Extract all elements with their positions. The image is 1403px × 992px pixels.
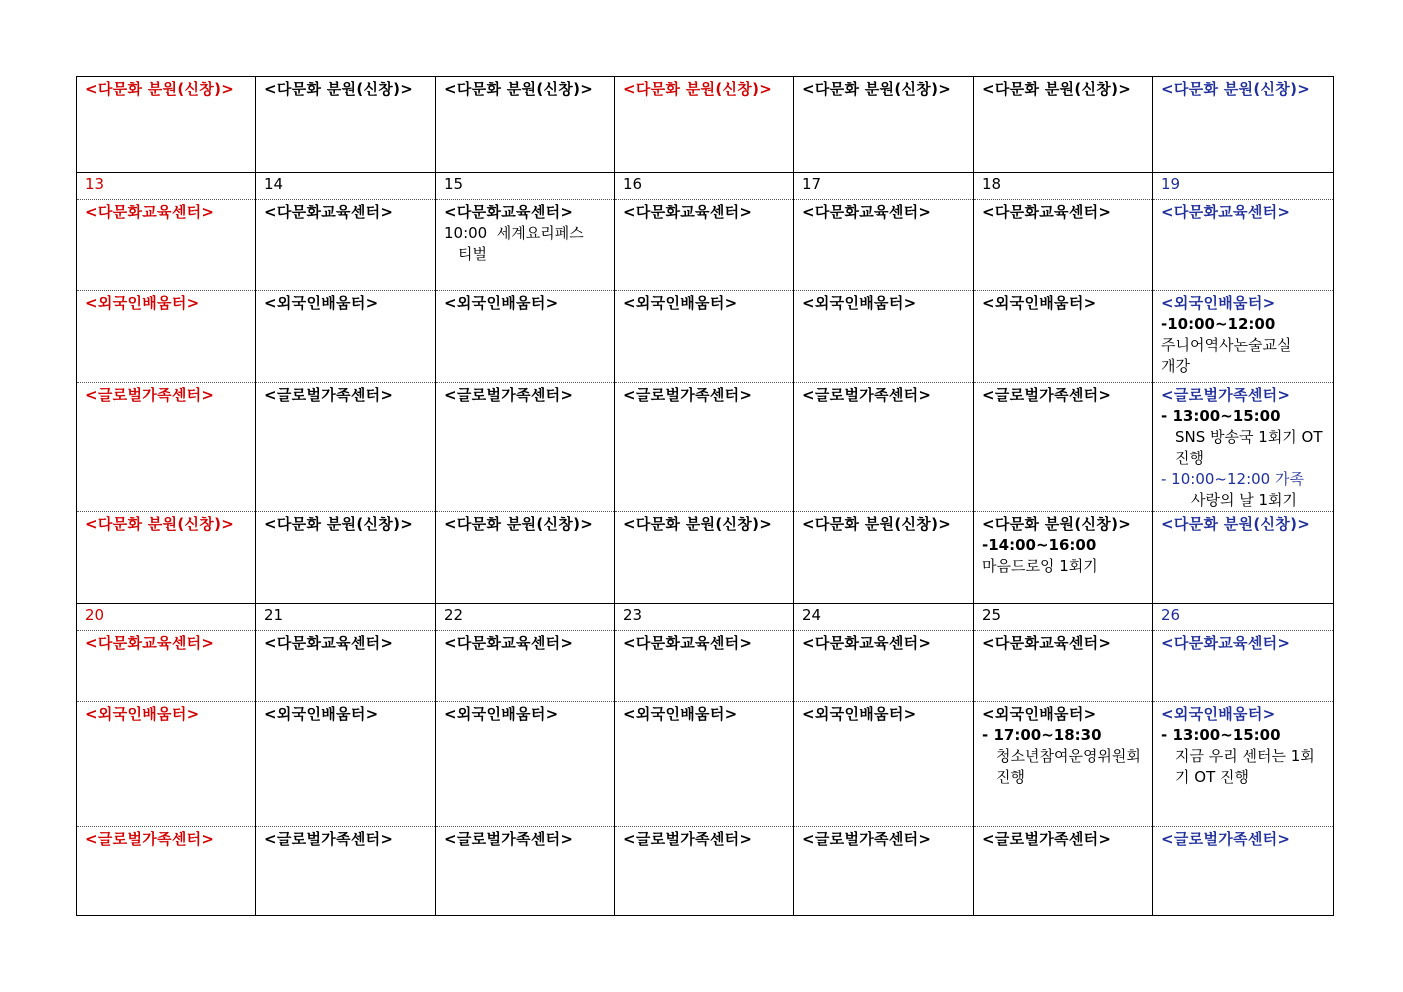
center-label: <외국인배움터> <box>802 294 917 312</box>
date-number: 17 <box>794 173 974 200</box>
center-label: <다문화 분원(신창)> <box>444 80 594 98</box>
date-number: 21 <box>256 604 436 631</box>
center-label: <외국인배움터> <box>982 705 1097 723</box>
cell <box>974 631 1153 702</box>
event-time: - 10:00~12:00 가족 <box>1161 470 1304 488</box>
center-label: <외국인배움터> <box>264 294 379 312</box>
cell <box>77 702 256 827</box>
cell <box>256 512 436 604</box>
cell <box>436 512 615 604</box>
week1-foreign-row <box>77 291 1334 383</box>
cell <box>1153 702 1334 827</box>
center-label: <다문화교육센터> <box>623 634 753 652</box>
cell <box>974 827 1153 916</box>
event-line: 티벌 <box>458 245 487 263</box>
date-number: 22 <box>436 604 615 631</box>
center-label: <글로벌가족센터> <box>1161 830 1291 848</box>
cell <box>615 383 794 512</box>
date-number: 25 <box>974 604 1153 631</box>
cell <box>436 200 615 291</box>
center-label: <다문화교육센터> <box>982 203 1112 221</box>
event-line: 진행 <box>996 768 1025 786</box>
center-label: <다문화 분원(신창)> <box>623 80 773 98</box>
center-label: <다문화 분원(신창)> <box>1161 80 1311 98</box>
center-label: <외국인배움터> <box>1161 294 1276 312</box>
event-line: 청소년참여운영위원회 <box>996 747 1141 765</box>
event-line: 진행 <box>1175 449 1204 467</box>
cell <box>436 631 615 702</box>
center-label: <다문화교육센터> <box>264 634 394 652</box>
cell <box>256 383 436 512</box>
date-number: 16 <box>615 173 794 200</box>
event-time: -14:00~16:00 <box>982 536 1097 554</box>
center-label: <외국인배움터> <box>623 294 738 312</box>
week2-edu-row <box>77 631 1334 702</box>
center-label: <다문화교육센터> <box>264 203 394 221</box>
date-number: 20 <box>77 604 256 631</box>
center-label: <다문화 분원(신창)> <box>264 515 414 533</box>
cell <box>1153 631 1334 702</box>
cell <box>1153 291 1334 383</box>
event-time: - 13:00~15:00 <box>1161 407 1281 425</box>
cell <box>615 77 794 173</box>
week1-edu-row <box>77 200 1334 291</box>
center-label: <다문화 분원(신창)> <box>802 80 952 98</box>
cell <box>1153 200 1334 291</box>
cell <box>256 77 436 173</box>
cell <box>77 200 256 291</box>
cell <box>77 77 256 173</box>
center-label: <글로벌가족센터> <box>444 830 574 848</box>
cell <box>436 827 615 916</box>
center-label: <외국인배움터> <box>444 294 559 312</box>
event-line: 지금 우리 센터는 1회 <box>1175 747 1315 765</box>
cell <box>77 291 256 383</box>
cell <box>794 383 974 512</box>
cell <box>794 827 974 916</box>
cell <box>436 383 615 512</box>
prev-week-bunwon-row <box>77 77 1334 173</box>
cell <box>794 631 974 702</box>
center-label: <외국인배움터> <box>1161 705 1276 723</box>
cell <box>794 77 974 173</box>
center-label: <다문화교육센터> <box>982 634 1112 652</box>
cell <box>794 291 974 383</box>
date-number: 14 <box>256 173 436 200</box>
center-label: <다문화교육센터> <box>85 203 215 221</box>
cell <box>1153 77 1334 173</box>
week1-bunwon-row <box>77 512 1334 604</box>
cell <box>615 291 794 383</box>
center-label: <글로벌가족센터> <box>623 386 753 404</box>
cell <box>794 702 974 827</box>
cell <box>256 200 436 291</box>
center-label: <외국인배움터> <box>264 705 379 723</box>
center-label: <외국인배움터> <box>85 705 200 723</box>
center-label: <다문화 분원(신창)> <box>85 80 235 98</box>
event-line: 마음드로잉 1회기 <box>982 557 1098 575</box>
cell <box>256 631 436 702</box>
center-label: <다문화 분원(신창)> <box>1161 515 1311 533</box>
cell <box>436 702 615 827</box>
cell <box>615 702 794 827</box>
center-label: <글로벌가족센터> <box>1161 386 1291 404</box>
center-label: <다문화교육센터> <box>444 634 574 652</box>
center-label: <다문화교육센터> <box>802 203 932 221</box>
date-number: 19 <box>1153 173 1334 200</box>
cell <box>974 383 1153 512</box>
event-line: 주니어역사논술교실 <box>1161 336 1292 354</box>
cell <box>974 291 1153 383</box>
week1-date-row <box>77 173 1334 200</box>
event-time: - 17:00~18:30 <box>982 726 1102 744</box>
cell <box>77 631 256 702</box>
center-label: <글로벌가족센터> <box>85 386 215 404</box>
cell <box>77 512 256 604</box>
event-line: 10:00 세계요리페스 <box>444 224 584 242</box>
cell <box>436 77 615 173</box>
cell <box>615 827 794 916</box>
date-number: 18 <box>974 173 1153 200</box>
cell <box>794 512 974 604</box>
cell <box>974 702 1153 827</box>
center-label: <다문화 분원(신창)> <box>444 515 594 533</box>
center-label: <글로벌가족센터> <box>623 830 753 848</box>
center-label: <외국인배움터> <box>623 705 738 723</box>
cell <box>974 77 1153 173</box>
center-label: <글로벌가족센터> <box>982 830 1112 848</box>
cell <box>1153 512 1334 604</box>
event-line: 기 OT 진행 <box>1175 768 1249 786</box>
center-label: <외국인배움터> <box>85 294 200 312</box>
cell <box>1153 827 1334 916</box>
center-label: <다문화 분원(신창)> <box>802 515 952 533</box>
center-label: <글로벌가족센터> <box>444 386 574 404</box>
week2-global-row <box>77 827 1334 916</box>
center-label: <외국인배움터> <box>444 705 559 723</box>
cell <box>77 383 256 512</box>
cell <box>77 827 256 916</box>
event-time: - 13:00~15:00 <box>1161 726 1281 744</box>
cell <box>974 200 1153 291</box>
date-number: 26 <box>1153 604 1334 631</box>
cell <box>794 200 974 291</box>
date-number: 13 <box>77 173 256 200</box>
cell <box>974 512 1153 604</box>
date-number: 24 <box>794 604 974 631</box>
week1-global-row <box>77 383 1334 512</box>
cell <box>615 512 794 604</box>
event-time: -10:00~12:00 <box>1161 315 1276 333</box>
event-line: 사랑의 날 1회기 <box>1191 491 1298 509</box>
event-line: 개강 <box>1161 357 1190 375</box>
cell <box>615 200 794 291</box>
center-label: <다문화교육센터> <box>1161 203 1291 221</box>
center-label: <글로벌가족센터> <box>264 830 394 848</box>
date-number: 23 <box>615 604 794 631</box>
center-label: <외국인배움터> <box>982 294 1097 312</box>
center-label: <글로벌가족센터> <box>982 386 1112 404</box>
center-label: <다문화교육센터> <box>802 634 932 652</box>
cell <box>256 291 436 383</box>
monthly-calendar <box>76 76 1333 916</box>
center-label: <글로벌가족센터> <box>85 830 215 848</box>
week2-foreign-row <box>77 702 1334 827</box>
calendar-table <box>76 76 1334 916</box>
center-label: <글로벌가족센터> <box>802 386 932 404</box>
center-label: <글로벌가족센터> <box>264 386 394 404</box>
center-label: <글로벌가족센터> <box>802 830 932 848</box>
center-label: <다문화 분원(신창)> <box>85 515 235 533</box>
center-label: <다문화교육센터> <box>444 203 574 221</box>
cell <box>256 827 436 916</box>
center-label: <다문화 분원(신창)> <box>982 515 1132 533</box>
center-label: <다문화 분원(신창)> <box>623 515 773 533</box>
cell <box>436 291 615 383</box>
event-line: SNS 방송국 1회기 OT <box>1175 428 1323 446</box>
week2-date-row <box>77 604 1334 631</box>
center-label: <다문화 분원(신창)> <box>264 80 414 98</box>
cell <box>615 631 794 702</box>
center-label: <다문화교육센터> <box>623 203 753 221</box>
center-label: <외국인배움터> <box>802 705 917 723</box>
cell <box>256 702 436 827</box>
center-label: <다문화교육센터> <box>1161 634 1291 652</box>
date-number: 15 <box>436 173 615 200</box>
center-label: <다문화 분원(신창)> <box>982 80 1132 98</box>
center-label: <다문화교육센터> <box>85 634 215 652</box>
cell <box>1153 383 1334 512</box>
